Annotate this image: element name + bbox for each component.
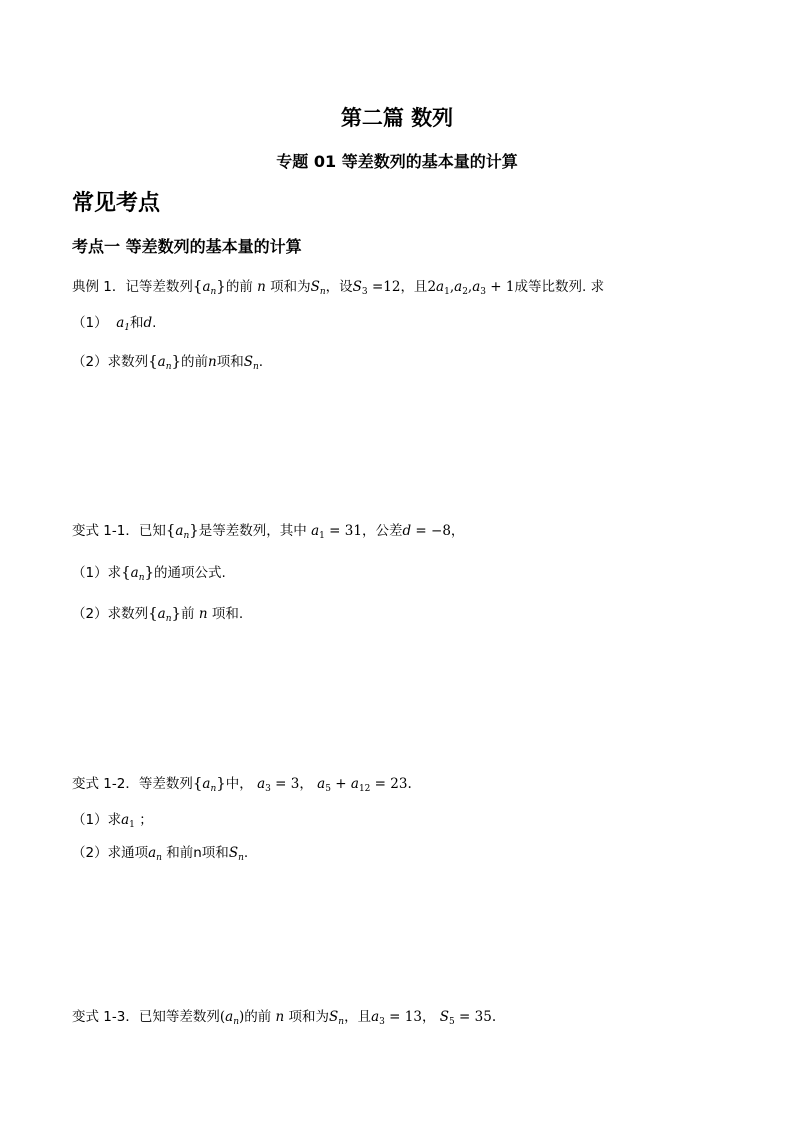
topic-title: 专题 01 等差数列的基本量的计算 <box>276 152 518 171</box>
section-heading: 常见考点 <box>72 191 161 216</box>
variant-1-2-question-1: （1）求$a_1$ ； <box>72 812 153 830</box>
variant-1-2-question-2: （2）求通项$a_n$ 和前n项和$S_n$. <box>72 845 249 863</box>
variant-1-2-statement: 变式 1-2．等差数列$\{a_n\}$中， $a_3 = 3$， $a_5 + a_{12} = 23$. <box>72 774 412 794</box>
variant-1-1-statement: 变式 1-1．已知$\{a_n\}$是等差数列，其中 $a_1 = 31$，公差d = −8， <box>72 521 465 541</box>
part-title: 第二篇 数列 <box>340 106 454 130</box>
variant-1-1-question-2: （2）求数列$\{a_n\}$前 n 项和. <box>72 604 244 624</box>
example-1-question-1: （1） $a_1$和d. <box>72 315 157 333</box>
example-1-statement: 典例 1．记等差数列$\{a_n\}$的前 n 项和为$S_n$，设$S_3 =12$，且$2a_1,a_2,a_3 + 1$成等比数列. 求 <box>72 277 605 297</box>
variant-1-3-statement: 变式 1-3．已知等差数列$(a_n)$的前 n 项和为$S_n$，且$a_3 = 13$， $S_5 = 35$. <box>72 1009 497 1027</box>
section-subheading: 考点一 等差数列的基本量的计算 <box>72 237 302 256</box>
variant-1-1-question-1: （1）求$\{a_n\}$的通项公式. <box>72 563 226 583</box>
example-1-question-2: （2）求数列$\{a_n\}$的前n项和$S_n$. <box>72 352 264 372</box>
